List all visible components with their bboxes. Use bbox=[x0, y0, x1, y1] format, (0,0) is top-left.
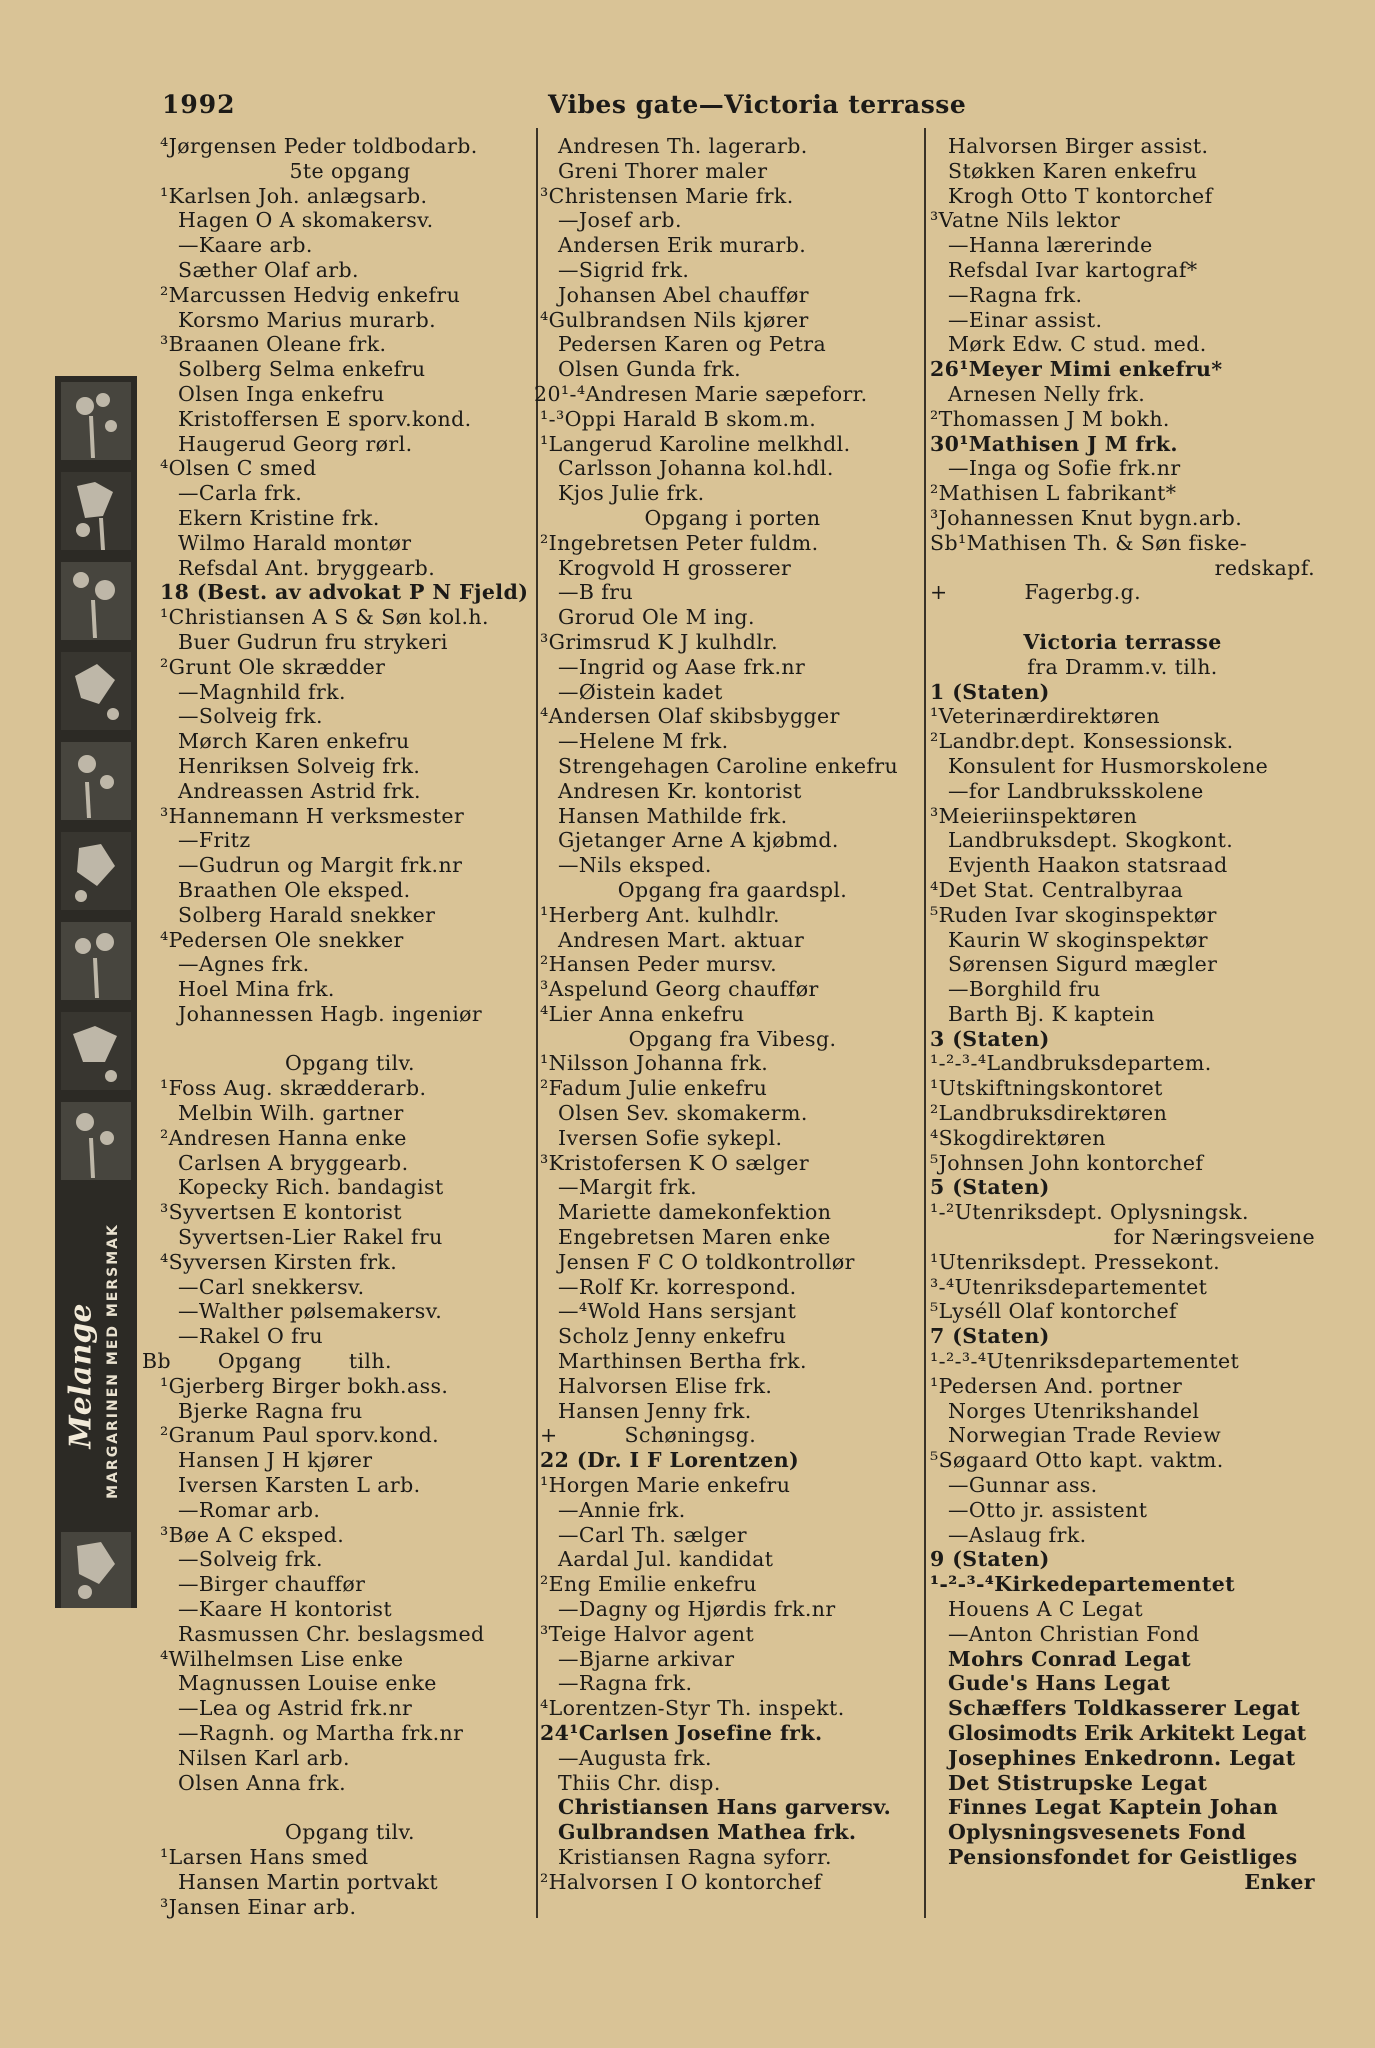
list-item: Wilmo Harald montør bbox=[178, 530, 412, 555]
list-item: —B fru bbox=[558, 580, 634, 605]
list-item: —Einar assist. bbox=[948, 307, 1103, 332]
list-item: Jensen F C O toldkontrollør bbox=[558, 1249, 855, 1274]
list-item: —Lea og Astrid frk.nr bbox=[178, 1696, 413, 1721]
list-item: Mohrs Conrad Legat bbox=[948, 1646, 1191, 1671]
list-item: ¹-²-³-⁴Utenriksdepartementet bbox=[930, 1349, 1240, 1374]
list-item: —Hanna lærerinde bbox=[948, 233, 1153, 258]
list-item: —Dagny og Hjørdis frk.nr bbox=[558, 1597, 836, 1622]
list-item: ⁴Gulbrandsen Nils kjører bbox=[540, 307, 809, 332]
list-item: —Ragna frk. bbox=[948, 282, 1083, 307]
list-item: Hansen Mathilde frk. bbox=[558, 803, 788, 828]
list-item: —Ragna frk. bbox=[558, 1671, 693, 1696]
list-item: Refsdal Ant. bryggearb. bbox=[178, 555, 436, 580]
list-item: ²Thomassen J M bokh. bbox=[930, 406, 1170, 431]
list-item: Solberg Harald snekker bbox=[178, 902, 436, 927]
list-item: —Annie frk. bbox=[558, 1497, 686, 1522]
advert-tagline: MARGARINEN MED MERSMAK bbox=[105, 1223, 121, 1499]
street-subheading: fra Dramm.v. tilh. bbox=[1027, 654, 1218, 679]
list-item: Johannessen Hagb. ingeniør bbox=[178, 1001, 483, 1026]
list-item: —Øistein kadet bbox=[558, 679, 723, 704]
list-item: Bjerke Ragna fru bbox=[178, 1398, 363, 1423]
list-item: Mørch Karen enkefru bbox=[178, 729, 410, 754]
list-item: ¹Pedersen And. portner bbox=[930, 1373, 1183, 1398]
list-item: Melbin Wilh. gartner bbox=[178, 1101, 404, 1126]
cross-street: + Schøningsg. bbox=[540, 1423, 757, 1448]
list-item: Arnesen Nelly frk. bbox=[948, 381, 1146, 406]
list-item: redskapf. bbox=[1214, 555, 1315, 580]
section-heading: Opgang i porten bbox=[644, 505, 821, 530]
list-item: Nilsen Karl arb. bbox=[178, 1745, 350, 1770]
list-item: ⁴Andersen Olaf skibsbygger bbox=[540, 704, 840, 729]
list-item: Sørensen Sigurd mægler bbox=[948, 952, 1218, 977]
list-item: ²Landbr.dept. Konsessionsk. bbox=[930, 729, 1234, 754]
list-item: ³Christensen Marie frk. bbox=[540, 183, 794, 208]
page-number: 1992 bbox=[162, 90, 236, 119]
list-item: —Magnhild frk. bbox=[178, 679, 346, 704]
list-item: Korsmo Marius murarb. bbox=[178, 307, 437, 332]
list-item: Pedersen Karen og Petra bbox=[558, 332, 827, 357]
list-item: ⁵Søgaard Otto kapt. vaktm. bbox=[930, 1448, 1224, 1473]
list-item: Andreassen Astrid frk. bbox=[178, 778, 421, 803]
list-item: ³Kristofersen K O sælger bbox=[540, 1150, 810, 1175]
spacer bbox=[160, 1027, 540, 1052]
list-item: Aardal Jul. kandidat bbox=[558, 1547, 774, 1572]
list-item: Andresen Kr. kontorist bbox=[558, 778, 802, 803]
house-number: 3 (Staten) bbox=[930, 1026, 1050, 1051]
list-item: Marthinsen Bertha frk. bbox=[558, 1349, 807, 1374]
column-3 bbox=[930, 134, 1315, 1895]
list-item: Kjos Julie frk. bbox=[558, 481, 705, 506]
list-item: ⁴Wilhelmsen Lise enke bbox=[160, 1646, 404, 1671]
list-item: ¹Utenriksdept. Pressekont. bbox=[930, 1249, 1221, 1274]
list-item: Strengehagen Caroline enkefru bbox=[558, 753, 899, 778]
list-item: ³Bøe A C eksped. bbox=[160, 1522, 345, 1547]
list-item: ³Syvertsen E kontorist bbox=[160, 1200, 402, 1225]
list-item: —Solveig frk. bbox=[178, 704, 323, 729]
list-item: Grorud Ole M ing. bbox=[558, 605, 755, 630]
list-item: Greni Thorer maler bbox=[558, 158, 768, 183]
list-item: ⁵Lyséll Olaf kontorchef bbox=[930, 1299, 1177, 1324]
list-item: Støkken Karen enkefru bbox=[948, 158, 1198, 183]
list-item: Landbruksdept. Skogkont. bbox=[948, 828, 1234, 853]
list-item: Olsen Gunda frk. bbox=[558, 357, 742, 382]
list-item: —Ragnh. og Martha frk.nr bbox=[178, 1721, 464, 1745]
list-item: Iversen Karsten L arb. bbox=[178, 1473, 421, 1498]
list-item: ⁴Olsen C smed bbox=[160, 456, 317, 481]
list-item: —Kaare H kontorist bbox=[178, 1597, 392, 1622]
list-item: Solberg Selma enkefru bbox=[178, 357, 426, 382]
list-item: ¹Larsen Hans smed bbox=[160, 1844, 369, 1869]
house-number: 7 (Staten) bbox=[930, 1324, 1050, 1349]
list-item: —Fritz bbox=[178, 828, 251, 853]
advert-brand: Melange bbox=[63, 1303, 99, 1449]
list-item: ¹Herberg Ant. kulhdlr. bbox=[540, 902, 780, 927]
margin-advertisement bbox=[55, 376, 137, 1608]
list-item: ⁵Johnsen John kontorchef bbox=[930, 1150, 1204, 1175]
list-item: Hansen J H kjører bbox=[178, 1448, 373, 1473]
list-item: —Solveig frk. bbox=[178, 1547, 323, 1572]
list-item: —Rakel O fru bbox=[178, 1324, 323, 1349]
list-item: ²Hansen Peder mursv. bbox=[540, 952, 778, 977]
list-item: Mariette damekonfektion bbox=[558, 1200, 832, 1225]
list-item: Kristiansen Ragna syforr. bbox=[558, 1844, 832, 1869]
list-item: Houens A C Legat bbox=[948, 1597, 1144, 1622]
list-item: Mørk Edw. C stud. med. bbox=[948, 332, 1207, 357]
list-item: ¹Veterinærdirektøren bbox=[930, 704, 1161, 729]
list-item: —Otto jr. assistent bbox=[948, 1497, 1148, 1522]
list-item: —Agnes frk. bbox=[178, 952, 310, 977]
list-item: ²Halvorsen I O kontorchef bbox=[540, 1869, 822, 1894]
list-item: ²Ingebretsen Peter fuldm. bbox=[540, 530, 819, 555]
list-item: ²Landbruksdirektøren bbox=[930, 1101, 1168, 1126]
list-item: Glosimodts Erik Arkitekt Legat bbox=[948, 1721, 1307, 1745]
list-item: Gjetanger Arne A kjøbmd. bbox=[558, 828, 839, 853]
section-heading: Opgang tilv. bbox=[285, 1051, 415, 1076]
list-item: Hansen Martin portvakt bbox=[178, 1869, 438, 1894]
section-heading: Opgang fra gaardspl. bbox=[617, 877, 848, 902]
house-number: 9 (Staten) bbox=[930, 1547, 1050, 1572]
list-item: Kopecky Rich. bandagist bbox=[178, 1175, 444, 1200]
column-1 bbox=[142, 134, 540, 1919]
list-item: Schæffers Toldkasserer Legat bbox=[948, 1696, 1301, 1721]
list-item: —Borghild fru bbox=[948, 977, 1101, 1002]
section-heading: Opgang fra Vibesg. bbox=[628, 1026, 837, 1051]
list-item: —Inga og Sofie frk.nr bbox=[948, 456, 1181, 481]
list-item: —Walther pølsemakersv. bbox=[178, 1299, 443, 1324]
list-item: Det Stistrupske Legat bbox=[948, 1770, 1208, 1795]
list-item: ³Johannessen Knut bygn.arb. bbox=[930, 505, 1243, 530]
list-item: ³Hannemann H verksmester bbox=[160, 803, 465, 828]
list-item: ⁴Pedersen Ole snekker bbox=[160, 927, 404, 952]
list-item: —Birger chauffør bbox=[178, 1572, 366, 1597]
list-item: ⁴Syversen Kirsten frk. bbox=[160, 1249, 398, 1274]
list-item: ²Eng Emilie enkefru bbox=[540, 1572, 757, 1597]
list-item: Henriksen Solveig frk. bbox=[178, 753, 421, 778]
list-item: —Ingrid og Aase frk.nr bbox=[558, 654, 806, 679]
list-item: Hansen Jenny frk. bbox=[558, 1398, 752, 1423]
list-item: ³Braanen Oleane frk. bbox=[160, 332, 387, 357]
list-item: —Carla frk. bbox=[178, 481, 303, 506]
list-item: ²Marcussen Hedvig enkefru bbox=[160, 282, 461, 307]
list-item: Carlsson Johanna kol.hdl. bbox=[558, 456, 834, 481]
list-item: —Bjarne arkivar bbox=[558, 1646, 735, 1671]
list-item: ¹Langerud Karoline melkhdl. bbox=[540, 431, 851, 456]
list-item: —Carl Th. sælger bbox=[558, 1522, 747, 1547]
list-item: Scholz Jenny enkefru bbox=[558, 1324, 787, 1349]
list-item: Enker bbox=[1244, 1869, 1315, 1894]
list-item: —Aslaug frk. bbox=[948, 1522, 1087, 1547]
list-item: Gulbrandsen Mathea frk. bbox=[558, 1820, 857, 1845]
list-item: —Sigrid frk. bbox=[558, 257, 690, 282]
list-item: Kaurin W skoginspektør bbox=[948, 927, 1208, 952]
list-item: —Nils eksped. bbox=[558, 853, 712, 878]
list-item: ¹-²-³-⁴Landbruksdepartem. bbox=[930, 1051, 1212, 1076]
list-item: —Anton Christian Fond bbox=[948, 1621, 1200, 1646]
list-item: ¹Karlsen Joh. anlægsarb. bbox=[160, 183, 428, 208]
list-item: ⁵Ruden Ivar skoginspektør bbox=[930, 902, 1217, 927]
list-item: ¹Horgen Marie enkefru bbox=[540, 1473, 791, 1498]
list-item: for Næringsveiene bbox=[1113, 1225, 1315, 1250]
list-item: Krogvold H grosserer bbox=[558, 555, 792, 580]
list-item: ³-⁴Utenriksdepartementet bbox=[930, 1274, 1208, 1299]
list-item: —Josef arb. bbox=[558, 208, 682, 233]
list-item: Josephines Enkedronn. Legat bbox=[948, 1745, 1296, 1770]
list-item: Pensionsfondet for Geistliges bbox=[948, 1844, 1298, 1869]
list-item: Norwegian Trade Review bbox=[948, 1423, 1222, 1448]
list-item: ²Fadum Julie enkefru bbox=[540, 1076, 768, 1101]
running-head: Vibes gate—Victoria terrasse bbox=[548, 90, 967, 119]
list-item: Haugerud Georg rørl. bbox=[178, 431, 413, 456]
list-item: ⁴Det Stat. Centralbyraa bbox=[930, 877, 1184, 902]
list-item: —Gudrun og Margit frk.nr bbox=[178, 853, 463, 878]
list-item: Olsen Inga enkefru bbox=[178, 381, 385, 406]
cross-street: + Fagerbg.g. bbox=[930, 580, 1142, 605]
list-item: —Margit frk. bbox=[558, 1175, 698, 1200]
list-item: Refsdal Ivar kartograf* bbox=[948, 257, 1198, 282]
list-item: ¹-³Oppi Harald B skom.m. bbox=[540, 406, 817, 431]
list-item: Krogh Otto T kontorchef bbox=[948, 183, 1213, 208]
list-item: —Rolf Kr. korrespond. bbox=[558, 1274, 797, 1299]
list-item: ¹Utskiftningskontoret bbox=[930, 1076, 1163, 1101]
list-item: Finnes Legat Kaptein Johan bbox=[948, 1795, 1279, 1820]
street-heading: Victoria terrasse bbox=[1023, 629, 1222, 654]
list-item: Evjenth Haakon statsraad bbox=[948, 853, 1228, 878]
list-item: Johansen Abel chauffør bbox=[558, 282, 809, 307]
list-item: Thiis Chr. disp. bbox=[558, 1770, 721, 1795]
list-item: ¹Nilsson Johanna frk. bbox=[540, 1051, 769, 1076]
list-item: Christiansen Hans garversv. bbox=[558, 1795, 892, 1820]
list-item: Sæther Olaf arb. bbox=[178, 257, 359, 282]
list-item: Engebretsen Maren enke bbox=[558, 1225, 831, 1250]
section-heading: 5te opgang bbox=[289, 158, 411, 183]
house-number: 5 (Staten) bbox=[930, 1175, 1050, 1200]
list-item: Andresen Mart. aktuar bbox=[558, 927, 805, 952]
list-item: Syvertsen-Lier Rakel fru bbox=[178, 1225, 443, 1250]
list-item: ⁴Lier Anna enkefru bbox=[540, 1001, 745, 1026]
list-item: Buer Gudrun fru strykeri bbox=[178, 629, 448, 654]
house-number: 22 (Dr. I F Lorentzen) bbox=[540, 1448, 800, 1473]
list-item: ²Granum Paul sporv.kond. bbox=[160, 1423, 440, 1448]
list-item: Ekern Kristine frk. bbox=[178, 505, 380, 530]
list-item: Magnussen Louise enke bbox=[178, 1671, 437, 1696]
list-item: Olsen Sev. skomakerm. bbox=[558, 1101, 808, 1126]
list-item: Iversen Sofie sykepl. bbox=[558, 1125, 783, 1150]
spacer bbox=[160, 1795, 540, 1820]
house-number: 30¹Mathisen J M frk. bbox=[930, 431, 1178, 456]
list-item: ¹Foss Aug. skrædderarb. bbox=[160, 1076, 427, 1101]
list-item: —Romar arb. bbox=[178, 1497, 321, 1522]
spacer bbox=[930, 605, 1315, 630]
list-item: Halvorsen Birger assist. bbox=[948, 134, 1209, 158]
list-item: ¹-²-³-⁴Kirkedepartementet bbox=[930, 1572, 1236, 1597]
list-item: —Helene M frk. bbox=[558, 729, 729, 754]
list-item: ¹Christiansen A S & Søn kol.h. bbox=[160, 605, 489, 630]
list-item: ²Mathisen L fabrikant* bbox=[930, 481, 1177, 506]
list-item: Kristoffersen E sporv.kond. bbox=[178, 406, 472, 431]
list-item: Sb¹Mathisen Th. & Søn fiske- bbox=[930, 530, 1248, 555]
list-item: Halvorsen Elise frk. bbox=[558, 1373, 773, 1398]
list-item: Rasmussen Chr. beslagsmed bbox=[178, 1621, 485, 1646]
house-number: 20¹-⁴Andresen Marie sæpeforr. bbox=[534, 381, 868, 406]
list-item: ²Grunt Ole skrædder bbox=[160, 654, 386, 679]
list-item: ¹Gjerberg Birger bokh.ass. bbox=[160, 1373, 449, 1398]
list-item: ³Grimsrud K J kulhdlr. bbox=[540, 629, 779, 654]
house-number: 24¹Carlsen Josefine frk. bbox=[540, 1721, 823, 1745]
house-number: 18 (Best. av advokat P N Fjeld) bbox=[160, 580, 529, 605]
list-item: —Augusta frk. bbox=[558, 1745, 712, 1770]
list-item: Norges Utenrikshandel bbox=[948, 1398, 1200, 1423]
list-item: Andersen Erik murarb. bbox=[558, 233, 807, 258]
list-item: —for Landbruksskolene bbox=[948, 778, 1204, 803]
list-item: Barth Bj. K kaptein bbox=[948, 1001, 1155, 1026]
section-heading: Opgang tilv. bbox=[285, 1820, 415, 1845]
list-item: Hagen O A skomakersv. bbox=[178, 208, 434, 233]
list-item: —Gunnar ass. bbox=[948, 1473, 1098, 1498]
section-heading: Bb Opgang tilh. bbox=[142, 1349, 392, 1374]
list-item: Andresen Th. lagerarb. bbox=[558, 134, 808, 158]
list-item: —Kaare arb. bbox=[178, 233, 313, 258]
list-item: Olsen Anna frk. bbox=[178, 1770, 347, 1795]
house-number: 1 (Staten) bbox=[930, 679, 1050, 704]
list-item: ⁴Skogdirektøren bbox=[930, 1125, 1106, 1150]
list-item: —Carl snekkersv. bbox=[178, 1274, 365, 1299]
list-item: Hoel Mina frk. bbox=[178, 977, 335, 1002]
list-item: Gude's Hans Legat bbox=[948, 1671, 1171, 1696]
list-item: ¹-²Utenriksdept. Oplysningsk. bbox=[930, 1200, 1249, 1225]
list-item: ⁴Lorentzen-Styr Th. inspekt. bbox=[540, 1696, 845, 1721]
list-item: Konsulent for Husmorskolene bbox=[948, 753, 1269, 778]
list-item: ³Vatne Nils lektor bbox=[930, 208, 1121, 233]
list-item: Oplysningsvesenets Fond bbox=[948, 1820, 1247, 1845]
list-item: ⁴Jørgensen Peder toldbodarb. bbox=[160, 134, 478, 158]
list-item: ³Aspelund Georg chauffør bbox=[540, 977, 819, 1002]
list-item: —⁴Wold Hans sersjant bbox=[558, 1299, 797, 1324]
list-item: Braathen Ole eksped. bbox=[178, 877, 411, 902]
list-item: Carlsen A bryggearb. bbox=[178, 1150, 409, 1175]
column-2 bbox=[534, 134, 925, 1895]
list-item: ²Andresen Hanna enke bbox=[160, 1125, 407, 1150]
list-item: ³Teige Halvor agent bbox=[540, 1621, 755, 1646]
list-item: ³Jansen Einar arb. bbox=[160, 1894, 357, 1919]
house-number: 26¹Meyer Mimi enkefru* bbox=[930, 357, 1223, 382]
list-item: ³Meieriinspektøren bbox=[930, 803, 1138, 828]
